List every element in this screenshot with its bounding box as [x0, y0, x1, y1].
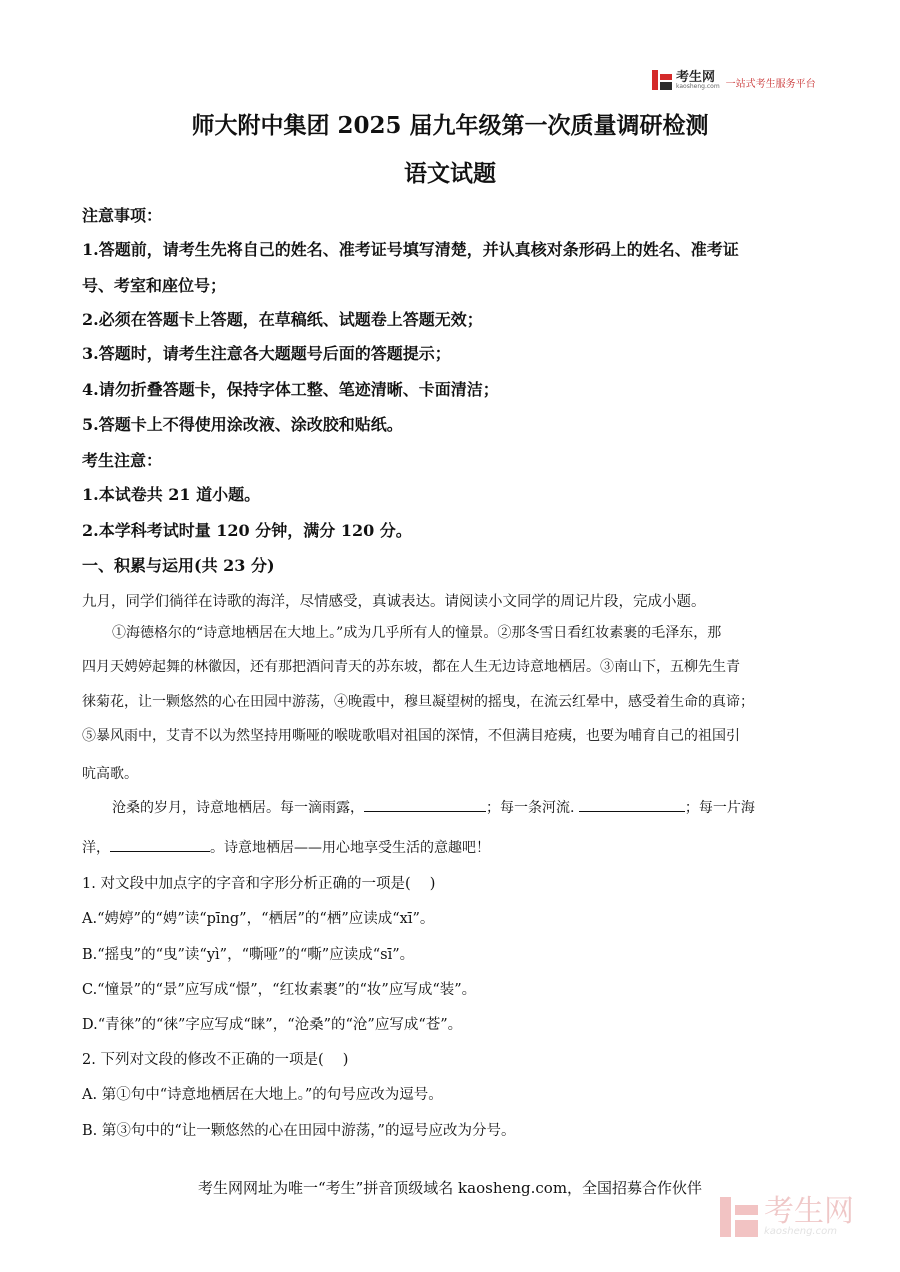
section-heading: 一、积累与运用(共 23 分)	[82, 556, 275, 575]
fill-line-2	[82, 837, 822, 857]
option-b: B. 第③句中的“让一颗悠然的心在田园中游荡，”的逗号应改为分号。	[82, 1123, 516, 1139]
fill-blank-2[interactable]	[579, 797, 685, 812]
brand-name: 考生网	[676, 69, 716, 85]
notice-item: 3.答题时，请考生注意各大题题号后面的答题提示；	[82, 344, 451, 363]
fill-text: ；每一条河流.	[486, 800, 575, 816]
kaosheng-logo-icon	[652, 70, 672, 90]
brand-logo	[652, 70, 816, 90]
watermark-logo-icon	[720, 1197, 758, 1237]
passage-line: ⑤暴风雨中，艾青不以为然坚持用嘶哑的喉咙歌唱对祖国的深情，不但满目疮痍，也要为哺育自己的祖国引	[82, 728, 740, 744]
notice-item: 号、考室和座位号；	[82, 276, 227, 295]
notice-item: 5.答题卡上不得使用涂改液、涂改胶和贴纸。	[82, 415, 403, 434]
watermark-domain: kaosheng.com	[764, 1226, 837, 1237]
brand-domain: kaosheng.com	[676, 82, 720, 90]
notice-item: 2.必须在答题卡上答题，在草稿纸、试题卷上答题无效；	[82, 310, 483, 329]
question-stem: 2. 下列对文段的修改不正确的一项是( )	[82, 1052, 349, 1068]
passage-line: 徕菊花，让一颗悠然的心在田园中游荡，④晚霞中，穆旦凝望树的摇曳，在流云红晕中，感受着生命的真谛；	[82, 694, 754, 710]
option-a: A.“娉婷”的“娉”读“pīng”，“栖居”的“栖”应读成“xī”。	[82, 911, 435, 927]
notice-item: 1.答题前，请考生先将自己的姓名、准考证号填写清楚，并认真核对条形码上的姓名、准考证	[82, 240, 739, 259]
watermark	[720, 1194, 854, 1237]
fill-text: ；每一片海	[684, 800, 755, 816]
fill-text: 洋，	[82, 840, 110, 856]
fill-text: 。诗意地栖居——用心地享受生活的意趣吧！	[210, 840, 490, 856]
option-a: A. 第①句中“诗意地栖居在大地上。”的句号应改为逗号。	[82, 1087, 443, 1103]
candidate-item: 2.本学科考试时量 120 分钟，满分 120 分。	[82, 521, 412, 540]
page-footer: 考生网网址为唯一“考生”拼音顶级域名 kaosheng.com，全国招募合作伙伴	[197, 1179, 703, 1197]
fill-line-1	[112, 797, 822, 817]
section-intro: 九月，同学们徜徉在诗歌的海洋，尽情感受，真诚表达。请阅读小文同学的周记片段，完成小题。	[82, 594, 706, 610]
watermark-name: 考生网	[764, 1194, 854, 1229]
brand-slogan: 一站式考生服务平台	[725, 78, 816, 90]
question-stem: 1. 对文段中加点字的字音和字形分析正确的一项是( )	[82, 876, 436, 892]
option-d: D.“青徕”的“徕”字应写成“睐”，“沧桑”的“沧”应写成“苍”。	[82, 1017, 463, 1033]
passage-line: 吭高歌。	[82, 766, 138, 782]
exam-title: 师大附中集团 2025 届九年级第一次质量调研检测	[191, 112, 709, 139]
passage-line: 四月天娉婷起舞的林徽因，还有那把酒问青天的苏东坡，都在人生无边诗意地栖居。③南山下，五柳先生青	[82, 659, 740, 675]
fill-blank-1[interactable]	[364, 797, 486, 812]
notice-item: 4.请勿折叠答题卡，保持字体工整、笔迹清晰、卡面清洁；	[82, 380, 499, 399]
notice-heading: 注意事项：	[82, 206, 163, 225]
passage-line: ①海德格尔的“诗意地栖居在大地上。”成为几乎所有人的憧景。②那冬雪日看红妆素裹的毛泽东，那	[112, 625, 722, 641]
exam-subtitle: 语文试题	[404, 160, 496, 187]
candidate-item: 1.本试卷共 21 道小题。	[82, 485, 261, 504]
candidate-heading: 考生注意：	[82, 451, 163, 470]
fill-text: 沧桑的岁月，诗意地栖居。每一滴雨露，	[112, 800, 364, 816]
fill-blank-3[interactable]	[110, 837, 210, 852]
option-b: B.“摇曳”的“曳”读“yì”，“嘶哑”的“嘶”应读成“sī”。	[82, 947, 415, 963]
option-c: C.“憧景”的“景”应写成“憬”，“红妆素裹”的“妆”应写成“装”。	[82, 982, 477, 998]
